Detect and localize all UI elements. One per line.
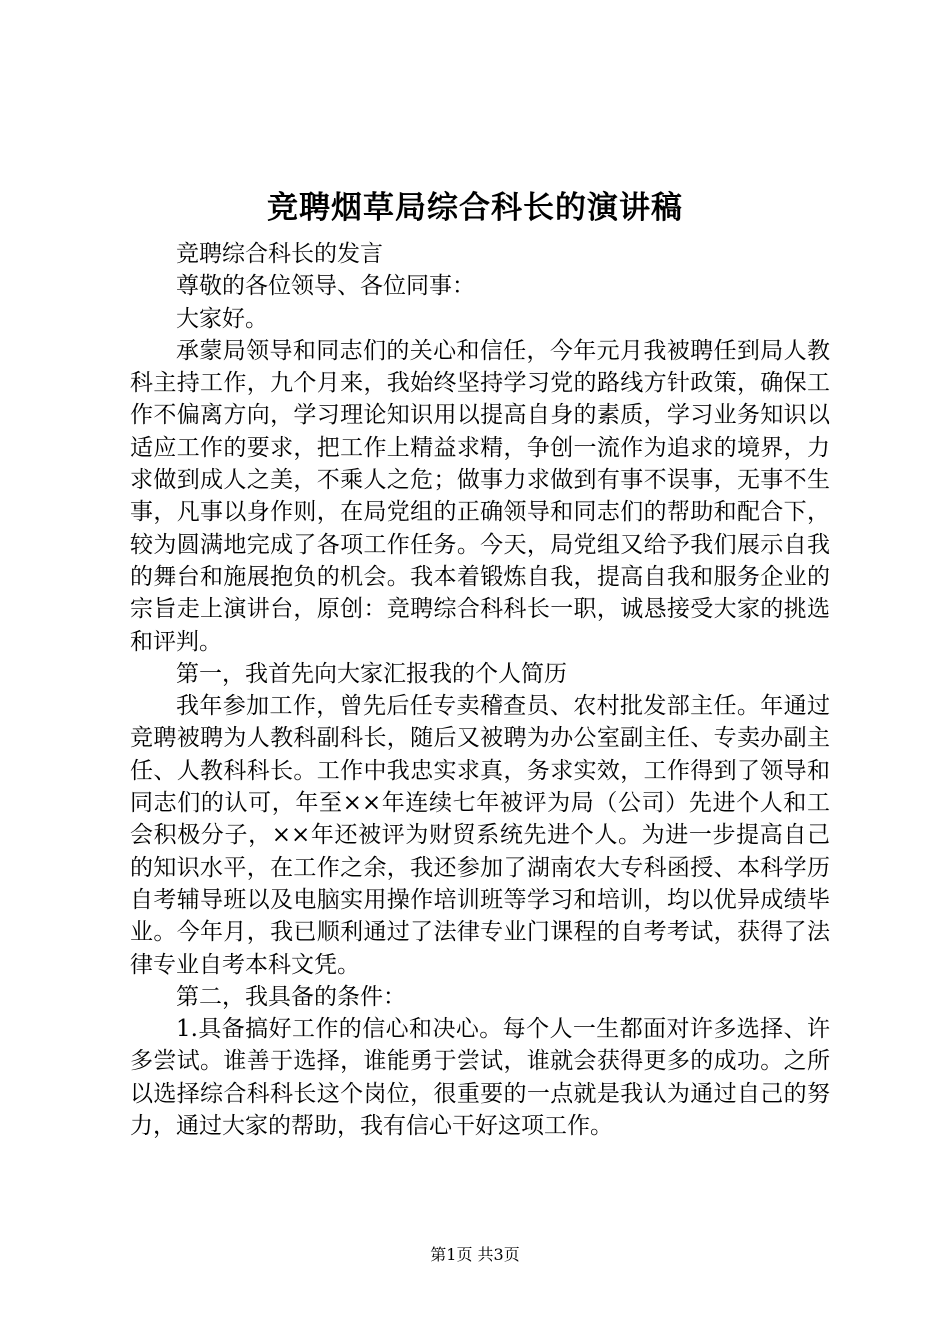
paragraph-section-two-heading: 第二，我具备的条件： <box>176 983 406 1010</box>
paragraph-intro: 承蒙局领导和同志们的关心和信任，今年元月我被聘任到局人教科主持工作，九个月来，我始终坚持学习党的路线方针政策，确保工作不偏离方向，学习理论知识用以提高自身的素质，学习业务知识以适应工作的要求，把工作上精益求精，争创一流作为追求的境界，力求做到成人之美，不乘人之危；做事力求做到有事不误事，无事不生事，凡事以身作则，在局党组的正确领导和同志们的帮助和配合下，较为圆满地完成了各项工作任务。今天，局党组又给予我们展示自我的舞台和施展抱负的机会。我本着锻炼自我，提高自我和服务企业的宗旨走上演讲台，原创：竞聘综合科科长一职，诚恳接受大家的挑选和评判。 <box>130 337 830 655</box>
paragraph-greeting: 大家好。 <box>176 305 268 332</box>
paragraph-salutation: 尊敬的各位领导、各位同事： <box>176 273 475 300</box>
document-title: 竞聘烟草局综合科长的演讲稿 <box>267 190 683 226</box>
page-number-footer: 第1页 共3页 <box>430 1245 520 1264</box>
paragraph-condition-one: 1.具备搞好工作的信心和决心。每个人一生都面对许多选择、许多尝试。谁善于选择，谁能勇于尝试，谁就会获得更多的成功。之所以选择综合科科长这个岗位，很重要的一点就是我认为通过自己的努力，通过大家的帮助，我有信心干好这项工作。 <box>130 1016 830 1140</box>
document-body <box>130 238 830 1142</box>
paragraph-section-one-heading: 第一，我首先向大家汇报我的个人简历 <box>176 660 567 687</box>
paragraph-heading: 竞聘综合科长的发言 <box>176 241 383 267</box>
paragraph-resume: 我年参加工作，曾先后任专卖稽查员、农村批发部主任。年通过竞聘被聘为人教科副科长，随后又被聘为办公室副主任、专卖办副主任、人教科科长。工作中我忠实求真，务求实效，工作得到了领导和同志们的认可，年至××年连续七年被评为局（公司）先进个人和工会积极分子，××年还被评为财贸系统先进个人。为进一步提高自己的知识水平，在工作之余，我还参加了湖南农大专科函授、本科学历自考辅导班以及电脑实用操作培训班等学习和培训，均以优异成绩毕业。今年月，我已顺利通过了法律专业门课程的自考考试，获得了法律专业自考本科文凭。 <box>130 693 830 978</box>
